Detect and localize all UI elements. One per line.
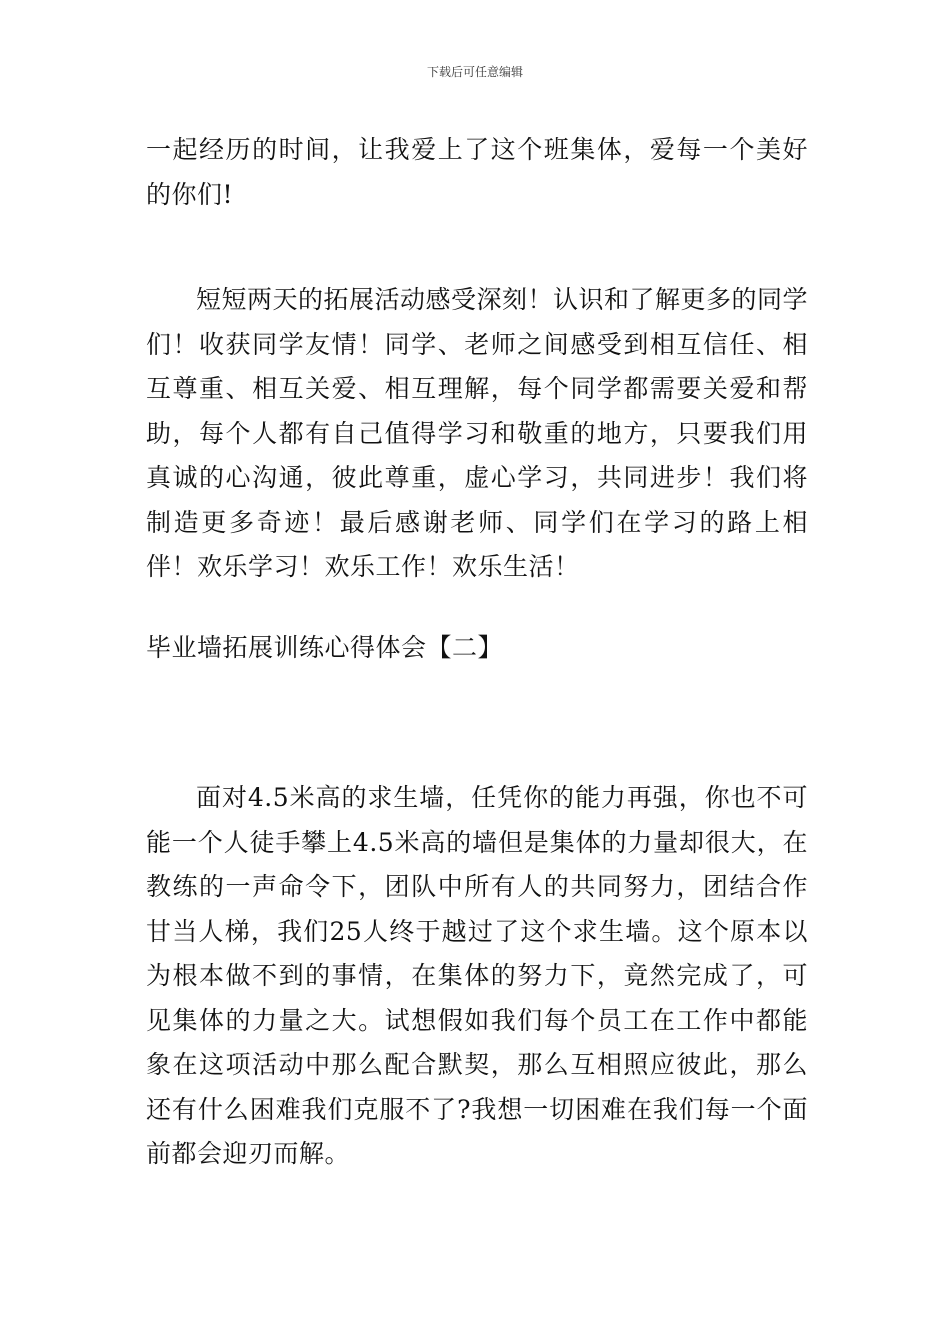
paragraph-2: 短短两天的拓展活动感受深刻！认识和了解更多的同学们！收获同学友情！同学、老师之间感受到相互信任、相互尊重、相互关爱、相互理解，每个同学都需要关爱和帮助，每个人都有自己值得学习和敬重的地方，只要我们用真诚的心沟通，彼此尊重，虚心学习，共同进步！我们将制造更多奇迹！最后感谢老师、同学们在学习的路上相伴！欢乐学习！欢乐工作！欢乐生活！ — [146, 285, 809, 581]
paragraph-3: 面对4.5米高的求生墙，任凭你的能力再强，你也不可能一个人徒手攀上4.5米高的墙但是集体的力量却很大，在教练的一声命令下，团队中所有人的共同努力，团结合作甘当人梯，我们25人终于越过了这个求生墙。这个原本以为根本做不到的事情，在集体的努力下，竟然完成了，可见集体的力量之大。试想假如我们每个员工在工作中都能象在这项活动中那么配合默契，那么互相照应彼此，那么还有什么困难我们克服不了?我想一切困难在我们每一个面前都会迎刃而解。 — [146, 783, 808, 1168]
section-heading: 毕业墙拓展训练心得体会【二】 — [146, 633, 504, 662]
page-header-note: 下载后可任意编辑 — [426, 65, 523, 79]
paragraph-1: 一起经历的时间，让我爱上了这个班集体，爱每一个美好的你们! — [146, 135, 808, 209]
